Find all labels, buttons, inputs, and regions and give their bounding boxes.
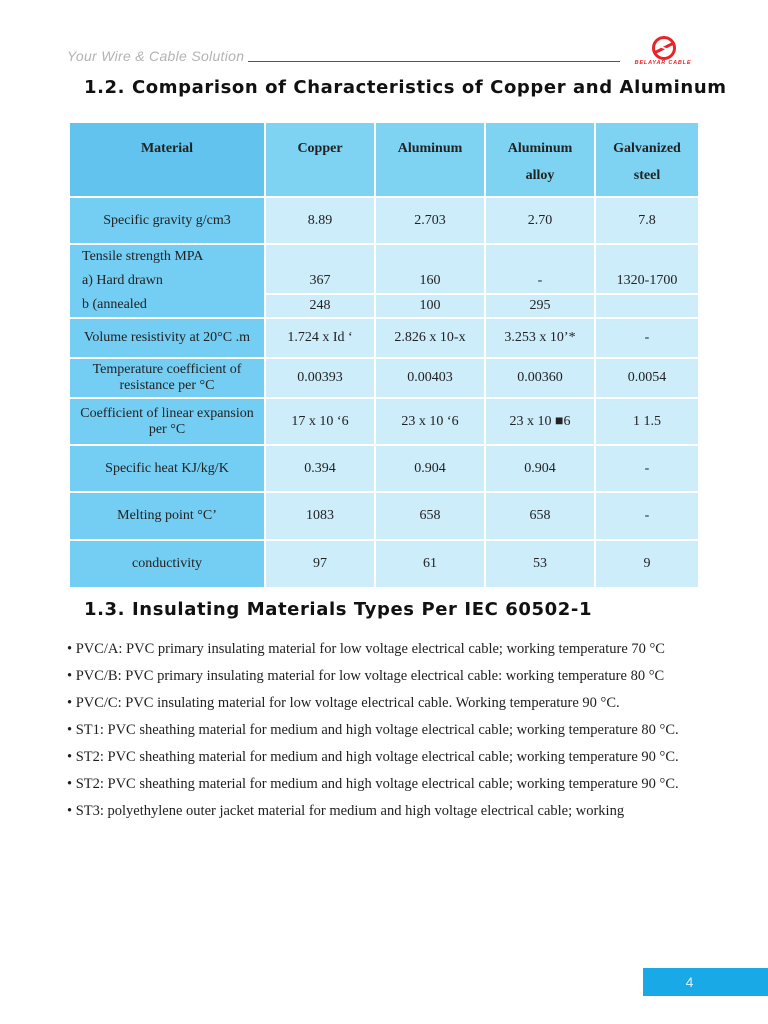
row-label: Coefficient of linear expansion per °C	[69, 398, 265, 445]
cell-alloy: 0.00360	[485, 358, 595, 398]
cell-steel: -	[595, 492, 699, 540]
section-title-insulating-materials: 1.3. Insulating Materials Types Per IEC 60502-1	[84, 599, 593, 620]
tensile-label-a: a) Hard drawn	[82, 273, 163, 288]
table-row	[69, 445, 699, 492]
comparison-table	[68, 121, 700, 589]
table-row	[69, 492, 699, 540]
cell-copper: 367	[265, 244, 375, 294]
row-label-tensile	[69, 244, 265, 318]
cell-alloy: 2.70	[485, 197, 595, 244]
header-steel-line1: Galvanized	[613, 141, 681, 156]
cell-steel	[595, 294, 699, 318]
row-label: Melting point °C’	[69, 492, 265, 540]
cell-aluminum: 658	[375, 492, 485, 540]
cell-steel: 0.0054	[595, 358, 699, 398]
logo-swirl-icon	[652, 36, 676, 60]
list-item: • PVC/C: PVC insulating material for low voltage electrical cable. Working temperature 90 °C.	[67, 695, 620, 711]
list-item: • ST1: PVC sheathing material for medium and high voltage electrical cable; working temperature 80 °C.	[67, 722, 679, 738]
cell-copper: 0.394	[265, 445, 375, 492]
header-copper: Copper	[265, 122, 375, 197]
cell-steel: -	[595, 318, 699, 358]
list-item: • ST2: PVC sheathing material for medium and high voltage electrical cable; working temperature 90 °C.	[67, 749, 679, 765]
brand-logo	[622, 36, 704, 68]
cell-aluminum: 2.826 x 10-x	[375, 318, 485, 358]
section-title-comparison: 1.2. Comparison of Characteristics of Copper and Aluminum	[84, 77, 727, 98]
header-material: Material	[69, 122, 265, 197]
page-number: 4	[643, 968, 768, 996]
cell-aluminum: 0.00403	[375, 358, 485, 398]
row-label: Specific gravity g/cm3	[69, 197, 265, 244]
header-steel-line2: steel	[633, 168, 661, 183]
insulating-materials-list	[67, 636, 702, 825]
table-row	[69, 540, 699, 588]
cell-aluminum: 100	[375, 294, 485, 318]
page-header	[0, 0, 768, 80]
header-galvanized-steel	[595, 122, 699, 197]
cell-alloy: 658	[485, 492, 595, 540]
row-label: Specific heat KJ/kg/K	[69, 445, 265, 492]
cell-alloy: 0.904	[485, 445, 595, 492]
cell-alloy: 3.253 x 10’*	[485, 318, 595, 358]
cell-copper: 0.00393	[265, 358, 375, 398]
table-row	[69, 318, 699, 358]
row-label: Volume resistivity at 20°C .m	[69, 318, 265, 358]
cell-copper: 97	[265, 540, 375, 588]
cell-alloy: 53	[485, 540, 595, 588]
header-alloy-line1: Aluminum	[507, 141, 573, 156]
list-item: • ST3: polyethylene outer jacket material for medium and high voltage electrical cable; working	[67, 803, 625, 819]
cell-steel: -	[595, 445, 699, 492]
cell-steel: 7.8	[595, 197, 699, 244]
cell-copper: 1083	[265, 492, 375, 540]
cell-steel: 1320-1700	[595, 244, 699, 294]
header-alloy-line2: alloy	[525, 168, 555, 183]
tensile-title: Tensile strength MPA	[82, 249, 204, 264]
cell-steel: 9	[595, 540, 699, 588]
cell-aluminum: 0.904	[375, 445, 485, 492]
header-rule	[248, 61, 620, 62]
cell-aluminum: 160	[375, 244, 485, 294]
cell-copper: 248	[265, 294, 375, 318]
cell-copper: 17 x 10 ‘6	[265, 398, 375, 445]
row-label: conductivity	[69, 540, 265, 588]
brand-name: BELAYAR CABLE	[634, 60, 692, 66]
tensile-label-b: b (annealed	[82, 297, 147, 312]
header-aluminum-alloy	[485, 122, 595, 197]
tagline: Your Wire & Cable Solution	[67, 48, 245, 64]
cell-aluminum: 2.703	[375, 197, 485, 244]
table-header-row	[69, 122, 699, 197]
table-row-tensile-a	[69, 244, 699, 294]
list-item: • PVC/A: PVC primary insulating material for low voltage electrical cable; working temperature 70 °C	[67, 641, 665, 657]
header-aluminum: Aluminum	[375, 122, 485, 197]
table-row	[69, 398, 699, 445]
cell-aluminum: 23 x 10 ‘6	[375, 398, 485, 445]
list-item: • PVC/B: PVC primary insulating material for low voltage electrical cable: working temperature 80 °C	[67, 668, 665, 684]
row-label: Temperature coefficient of resistance per °C	[69, 358, 265, 398]
cell-aluminum: 61	[375, 540, 485, 588]
list-item: • ST2: PVC sheathing material for medium and high voltage electrical cable; working temperature 90 °C.	[67, 776, 679, 792]
cell-steel: 1 1.5	[595, 398, 699, 445]
cell-copper: 8.89	[265, 197, 375, 244]
cell-copper: 1.724 x Id ‘	[265, 318, 375, 358]
cell-alloy: 295	[485, 294, 595, 318]
table-row	[69, 358, 699, 398]
table-row	[69, 197, 699, 244]
cell-alloy: -	[485, 244, 595, 294]
cell-alloy: 23 x 10 ■6	[485, 398, 595, 445]
